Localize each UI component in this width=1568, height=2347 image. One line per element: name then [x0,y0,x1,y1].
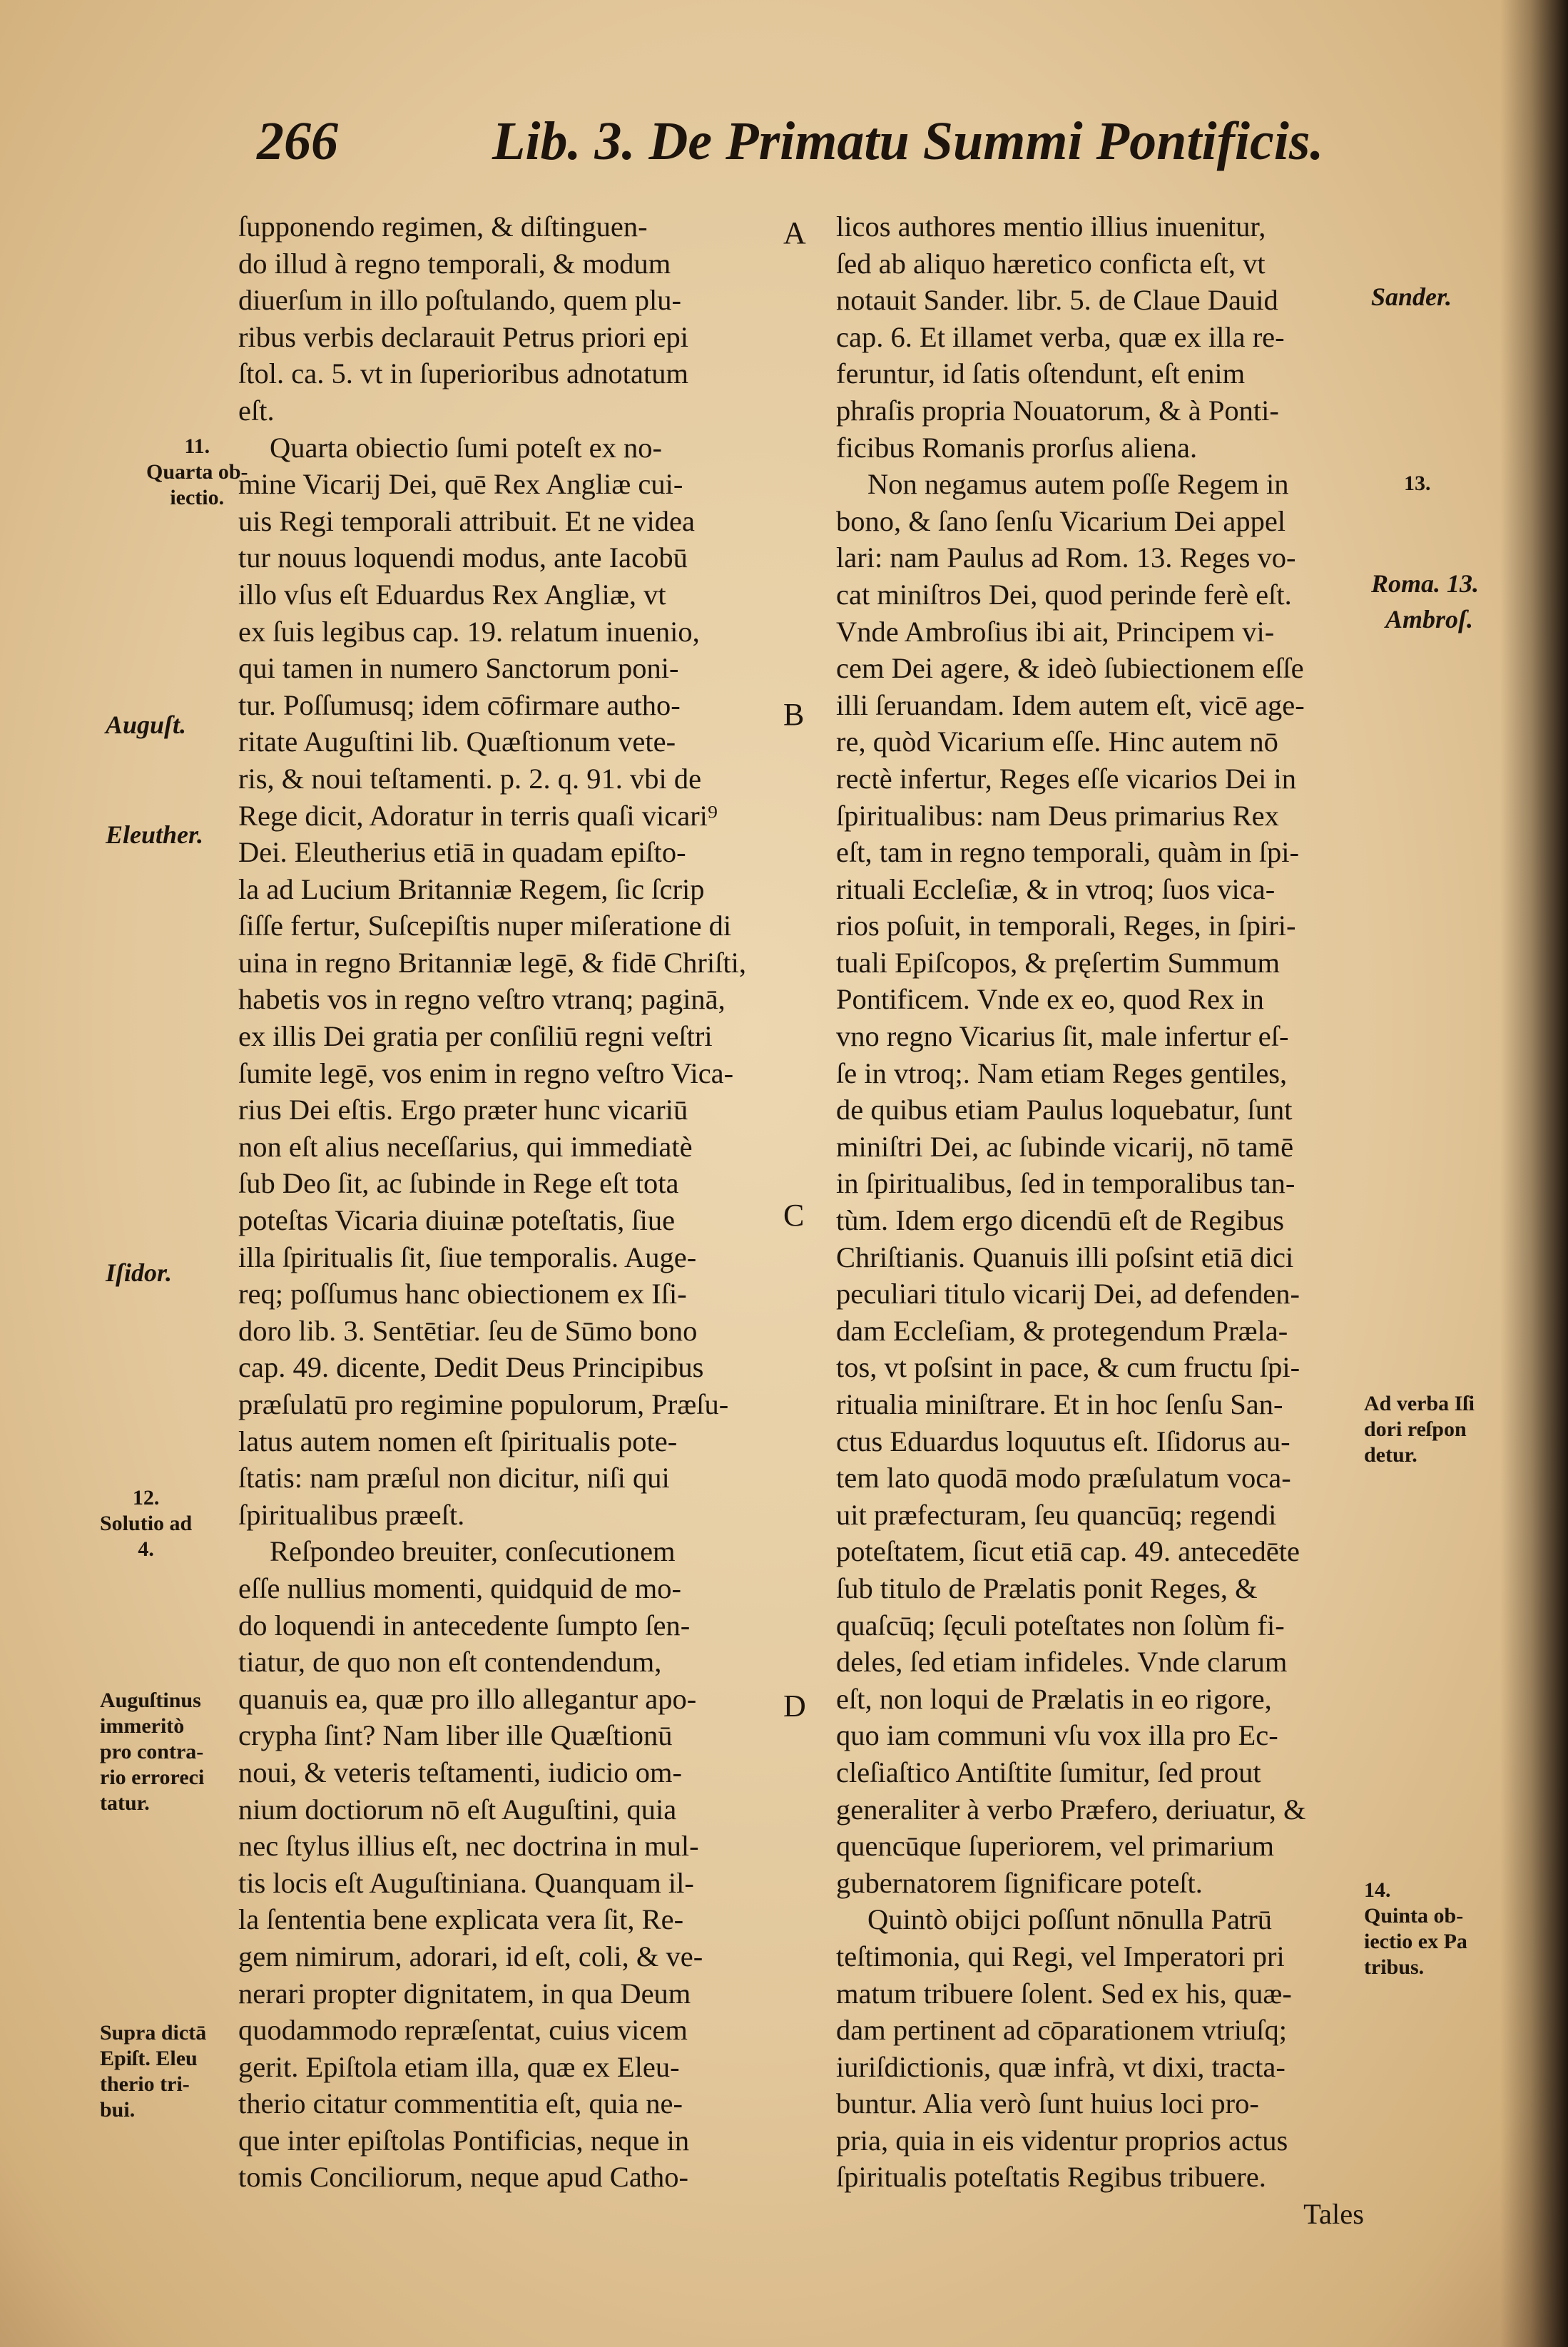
margin-note-right-5 [1364,1391,1475,1468]
page-number: 266 [257,111,338,171]
text-line: Pontificem. Vnde ex eo, quod Rex in [836,983,1264,1016]
margin-note-line: rio erroreci [100,1766,205,1789]
text-line: ſub titulo de Prælatis ponit Reges, & [836,1572,1258,1604]
text-line: uis Regi temporali attribuit. Et ne videa [238,504,695,537]
text-line: Quarta obiectio ſumi poteſt ex no- [270,431,662,464]
running-title: Lib. 3. De Primatu Summi Pontificis. [492,111,1324,171]
text-line: quencūque ſuperiorem, vel primarium [836,1830,1275,1863]
text-line: do loquendi in antecedente ſumpto ſen- [238,1609,691,1641]
text-line: tem lato quodā modo præſulatum voca- [836,1462,1291,1495]
text-line: quanuis ea, quæ pro illo allegantur apo- [238,1682,697,1715]
margin-note-line: dori reſpon [1364,1417,1467,1441]
margin-note-line: Roma. 13. [1371,569,1480,598]
text-line: ſpiritualibus: nam Deus primarius Rex [836,799,1279,832]
text-line: uit præfecturam, ſeu quancūq; regendi [836,1498,1277,1531]
text-line: ris, & noui teſtamenti. p. 2. q. 91. vbi de [238,762,702,795]
margin-note-line: 11. [184,434,210,458]
margin-note-line: Ad verba Iſi [1364,1392,1475,1415]
margin-note-right-4 [1385,606,1473,632]
text-line: therio citatur commentitia eſt, quia ne- [238,2087,683,2120]
text-line: tùm. Idem ergo dicendū eſt de Regibus [836,1204,1284,1237]
text-line: bono, & ſano ſenſu Vicarium Dei appel [836,504,1286,537]
text-line: ſpiritualibus præeſt. [238,1498,465,1531]
text-line: notauit Sander. libr. 5. de Claue Dauid [836,284,1278,317]
text-line: tos, vt poſsint in pace, & cum fructu ſpi- [836,1351,1300,1384]
text-line: præſulatū pro regimine populorum, Præſu- [238,1388,729,1420]
margin-note-left-1 [146,434,248,511]
text-line: iuriſdictionis, quæ infrà, vt dixi, tracta- [836,2050,1286,2083]
text-line: rius Dei eſtis. Ergo præter hunc vicariū [238,1094,688,1126]
text-line: diuerſum in illo poſtulando, quem plu- [238,284,681,317]
text-line: illo vſus eſt Eduardus Rex Angliæ, vt [238,578,666,611]
text-line: ſiſſe fertur, Suſcepiſtis nuper miſeratione di [238,910,732,942]
text-line: quodammodo repræſentat, cuius vicem [238,2014,688,2047]
text-line: nerari propter dignitatem, in qua Deum [238,1977,691,2010]
margin-note-left-7 [100,2020,206,2123]
text-line: gubernatorem ſignificare poteſt. [836,1866,1203,1899]
binding-shadow [1500,0,1568,2347]
text-line: tomis Conciliorum, neque apud Catho- [238,2161,689,2194]
margin-note-right-3 [1371,571,1479,596]
text-line: Quintò obijci poſſunt nōnulla Patrū [867,1903,1272,1936]
text-line: ſtol. ca. 5. vt in ſuperioribus adnotatum [238,357,689,390]
text-line: nec ſtylus illius eſt, nec doctrina in mul- [238,1830,699,1863]
margin-note-line: therio tri- [100,2072,190,2096]
section-letter-d: D [783,1689,806,1724]
text-line: ribus verbis declarauit Petrus priori epi [238,320,688,353]
text-line: matum tribuere ſolent. Sed ex his, quæ- [836,1977,1292,2010]
margin-note-right-2 [1404,471,1431,497]
section-letter-a: A [783,215,806,250]
margin-note-line: Epiſt. Eleu [100,2047,198,2070]
text-line: que inter epiſtolas Pontificias, neque in [238,2124,690,2157]
text-line: ex ſuis legibus cap. 19. relatum inuenio, [238,615,700,648]
text-line: mine Vicarij Dei, quē Rex Angliæ cui- [238,468,683,501]
text-line: Tales [1303,2198,1364,2231]
text-line: latus autem nomen eſt ſpiritualis pote- [238,1425,678,1457]
margin-note-line: 13. [1404,472,1431,495]
margin-note-line: 12. [132,1486,160,1509]
text-line: la ad Lucium Britanniæ Regem, ſic ſcrip [238,872,705,905]
text-line: habetis vos in regno veſtro vtranq; paginā, [238,983,726,1016]
text-line: ſumite legē, vos enim in regno veſtro Vica- [238,1057,734,1089]
right-column [836,208,1364,2233]
text-line: tis locis eſt Auguſtiniana. Quanquam il- [238,1866,694,1899]
margin-note-line: Iſidor. [106,1258,173,1287]
text-line: poteſtas Vicaria diuinæ poteſtatis, ſiue [238,1204,676,1237]
text-line: deles, ſed etiam infideles. Vnde clarum [836,1646,1288,1679]
text-line: quo iam communi vſu vox illa pro Ec- [836,1719,1278,1752]
text-line: Non negamus autem poſſe Regem in [867,468,1289,501]
margin-note-line: Ambroſ. [1385,605,1474,633]
margin-note-line: Eleuther. [106,820,204,849]
margin-note-line: bui. [100,2098,136,2122]
text-line: feruntur, id ſatis oſtendunt, eſt enim [836,357,1246,390]
margin-note-line: Solutio ad [100,1512,193,1535]
text-line: peculiari titulo vicarij Dei, ad defenden- [836,1278,1300,1310]
margin-note-right-6 [1364,1878,1467,1980]
text-line: lari: nam Paulus ad Rom. 13. Reges vo- [836,541,1296,574]
text-line: phraſis propria Nouatorum, & à Ponti- [836,394,1279,427]
text-line: tuali Epiſcopos, & pręſertim Summum [836,946,1281,979]
margin-note-line: 14. [1364,1878,1391,1902]
text-line: miniſtri Dei, ac ſubinde vicarij, nō tamē [836,1130,1294,1163]
text-line: pria, quia in eis videntur proprios actus [836,2124,1288,2157]
margin-note-line: tribus. [1364,1955,1425,1979]
text-line: Rege dicit, Adoratur in terris quaſi vicari⁹ [238,799,718,832]
text-line: ſtatis: nam præſul non dicitur, niſi qui [238,1462,670,1495]
text-line: cleſiaſtico Antiſtite ſumitur, ſed prout [836,1756,1261,1788]
text-line: ex illis Dei gratia per conſiliū regni veſtri [238,1020,713,1053]
text-line: illi ſeruandam. Idem autem eſt, vicē age- [836,688,1305,721]
margin-note-line: pro contra- [100,1740,204,1763]
margin-note-line: tatur. [100,1791,150,1815]
text-line: licos authores mentio illius inuenitur, [836,210,1266,243]
margin-note-line: immeritò [100,1714,185,1738]
text-line: ritualia miniſtrare. Et in hoc ſenſu San- [836,1388,1283,1420]
text-line: noui, & veteris teſtamenti, iudicio om- [238,1756,682,1788]
text-line: cap. 49. dicente, Dedit Deus Principibus [238,1351,704,1384]
margin-note-line: Quarta ob- [146,460,248,484]
text-line: nium doctiorum nō eſt Auguſtini, quia [238,1793,677,1826]
text-line: vno regno Vicarius ſit, male infertur eſ- [836,1020,1289,1053]
margin-note-left-4 [106,1260,172,1285]
margin-note-line: 4. [138,1537,154,1561]
text-line: ſed ab aliquo hæretico confictа eſt, vt [836,247,1266,280]
text-line: gerit. Epiſtola etiam illa, quæ ex Eleu- [238,2050,680,2083]
margin-note-left-2 [106,712,186,738]
text-line: ſub Deo ſit, ac ſubinde in Rege eſt tota [238,1167,679,1200]
text-line: Dei. Eleutherius etiā in quadam epiſto- [238,836,686,869]
text-line: eſſe nullius momenti, quidquid de mo- [238,1572,681,1604]
text-line: ctus Eduardus loquutus eſt. Iſidorus au- [836,1425,1290,1457]
text-line: eſt. [238,394,275,427]
text-line: poteſtatem, ſicut etiā cap. 49. antecedēte [836,1535,1300,1568]
text-line: doro lib. 3. Sentētiar. ſeu de Sūmo bono [238,1314,698,1347]
text-line: eſt, tam in regno temporali, quàm in ſpi- [836,836,1299,869]
left-column [238,208,770,2196]
text-line: rituali Eccleſiæ, & in vtroq; ſuos vica- [836,872,1276,905]
margin-note-left-5 [100,1485,192,1562]
section-letter-c: C [783,1198,805,1233]
text-line: in ſpiritualibus, ſed in temporalibus tan- [836,1167,1295,1200]
text-line: crypha ſint? Nam liber ille Quæſtionū [238,1719,673,1752]
margin-note-line: Quinta ob- [1364,1904,1464,1928]
text-line: dam Eccleſiam, & protegendum Præla- [836,1314,1288,1347]
text-line: ſpiritualis poteſtatis Regibus tribuere. [836,2161,1266,2194]
text-line: cat miniſtros Dei, quod perinde ferè eſt. [836,578,1292,611]
text-line: rios poſuit, in temporali, Reges, in ſpiri- [836,910,1296,942]
text-line: ritate Auguſtini lib. Quæſtionum vete- [238,726,676,758]
margin-note-line: detur. [1364,1443,1417,1467]
text-line: teſtimonia, qui Regi, vel Imperatori pri [836,1940,1285,1972]
margin-note-line: Supra dictā [100,2021,207,2045]
text-line: Chriſtianis. Quanuis illi poſsint etiā dici [836,1241,1294,1273]
text-line: dam pertinent ad cōparationem vtriuſq; [836,2014,1288,2047]
margin-note-line: Auguſt. [106,711,187,739]
margin-note-line: Auguſtinus [100,1689,201,1712]
text-line: buntur. Alia verò ſunt huius loci pro- [836,2087,1259,2120]
text-line: cem Dei agere, & ideò ſubiectionem eſſe [836,652,1304,685]
text-line: tur. Poſſumusq; idem cōfirmare autho- [238,688,681,721]
text-line: ſupponendo regimen, & diſtinguen- [238,210,648,243]
text-line: ſe in vtroq;. Nam etiam Reges gentiles, [836,1057,1288,1089]
text-line: tur nouus loquendi modus, ante Iacobū [238,541,688,574]
text-line: la ſententia bene explicata vera ſit, Re- [238,1903,684,1936]
text-line: quaſcūq; ſęculi poteſtates non ſolùm fi- [836,1609,1285,1641]
text-line: illa ſpiritualis ſit, ſiue temporalis. Auge- [238,1241,697,1273]
text-line: re, quòd Vicarium eſſe. Hinc autem nō [836,726,1278,758]
text-line: rectè infertur, Reges eſſe vicarios Dei in [836,762,1296,795]
text-line: cap. 6. Et illamet verba, quæ ex illa re- [836,320,1285,353]
text-line: ficibus Romanis prorſus aliena. [836,431,1198,464]
margin-note-line: iectio ex Pa [1364,1930,1467,1953]
margin-note-line: Sander. [1371,282,1452,311]
text-line: do illud à regno temporali, & modum [238,247,671,280]
text-line: gem nimirum, adorari, id eſt, coli, & ve- [238,1940,703,1972]
margin-note-left-6 [100,1688,204,1816]
margin-note-right-1 [1371,284,1452,310]
text-line: req; poſſumus hanc obiectionem ex Iſi- [238,1278,687,1310]
section-letter-b: B [783,697,805,732]
text-line: Vnde Ambroſius ibi ait, Principem vi- [836,615,1275,648]
text-line: tiatur, de quo non eſt contendendum, [238,1646,662,1679]
text-line: de quibus etiam Paulus loquebatur, ſunt [836,1094,1293,1126]
text-line: Reſpondeo breuiter, conſecutionem [270,1535,676,1568]
margin-note-left-3 [106,822,203,847]
text-line: generaliter à verbo Præfero, deriuatur, & [836,1793,1306,1826]
text-line: uina in regno Britanniæ legē, & fidē Chriſti, [238,946,746,979]
text-line: non eſt alius neceſſarius, qui immediatè [238,1130,693,1163]
margin-note-line: iectio. [170,486,225,509]
text-line: eſt, non loqui de Prælatis in eo rigore, [836,1682,1272,1715]
text-line: qui tamen in numero Sanctorum poni- [238,652,679,685]
